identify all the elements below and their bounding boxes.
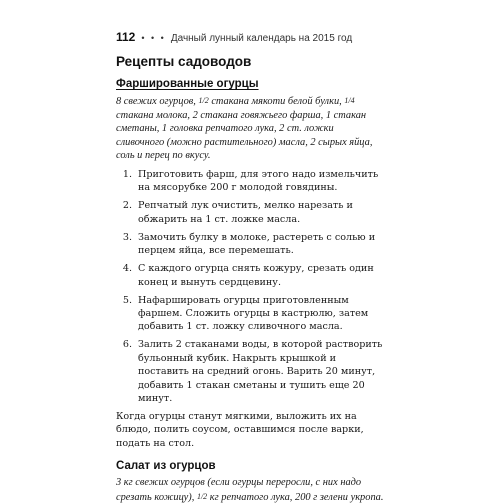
step-number: 2. (122, 200, 132, 212)
recipe-cucumber-salad (116, 460, 384, 504)
step-item (116, 168, 384, 195)
step-item (116, 294, 384, 334)
ingredients-list (116, 94, 384, 163)
step-number: 3. (122, 231, 132, 243)
step-text: Залить 2 стаканами воды, в которой растворить бульонный кубик. Накрыть крышкой и поставить на средний огонь. Варить 20 минут, добавить 1 стакан сметаны и тушить еще 20 минут. (138, 339, 383, 405)
step-text: Репчатый лук очистить, мелко нарезать и обжарить на 1 ст. ложке масла. (138, 200, 353, 225)
step-item (116, 338, 384, 405)
step-text: Замочить булку в молоке, растереть с солью и перцем яйца, все перемешать. (138, 231, 376, 257)
steps-list (116, 168, 384, 405)
running-title: Дачный лунный календарь на 2015 год (170, 33, 353, 44)
ingredients-part: 8 свежих огурцов, (116, 96, 199, 107)
ingredients-part: 3 кг свежих огурцов (если огурцы переросли, с них надо срезать кожицу), (116, 477, 362, 503)
header-dots: • • • (141, 33, 166, 43)
step-item (116, 199, 384, 226)
step-text: Нафаршировать огурцы приготовленным фаршем. Сложить огурцы в кастрюлю, затем добавить 1 ст. ложку сливочного масла. (138, 294, 369, 333)
page-number: 112 (116, 30, 136, 44)
book-page (116, 30, 384, 504)
step-item (116, 262, 384, 289)
step-number: 1. (122, 168, 132, 180)
ingredients-part: стакана мякоти белой булки, (208, 96, 345, 107)
step-text: С каждого огурца снять кожуру, срезать один конец и вынуть сердцевину. (138, 263, 374, 288)
recipe-stuffed-cucumbers (116, 78, 384, 450)
fraction: 1/4 (344, 96, 355, 105)
ingredients-part: кг репчатого лука, 200 г зелени укропа. (207, 491, 384, 503)
recipe-title: Салат из огурцов (116, 460, 216, 473)
step-item (116, 231, 384, 258)
fraction: 1/2 (198, 96, 209, 105)
recipe-title: Фаршированные огурцы (116, 78, 259, 90)
step-number: 5. (122, 294, 132, 306)
ingredients-part: стакана молока, 2 стакана говяжьего фарша, 1 стакан сметаны, 1 головка репчатого лука, 2 ст. ложки сливочного (можно растительного) масла, 2 сырых яйца, соль и перец по вкусу. (116, 109, 373, 162)
step-number: 4. (122, 263, 132, 275)
closing-paragraph: Когда огурцы станут мягкими, выложить их на блюдо, полить соусом, оставшимся после варки, подать на стол. (116, 411, 364, 449)
page-header (116, 30, 384, 44)
section-title: Рецепты садоводов (116, 54, 252, 69)
step-text: Приготовить фарш, для этого надо измельчить на мясорубке 200 г молодой говядины. (138, 168, 379, 194)
fraction: 1/2 (196, 491, 208, 501)
step-number: 6. (122, 339, 132, 351)
